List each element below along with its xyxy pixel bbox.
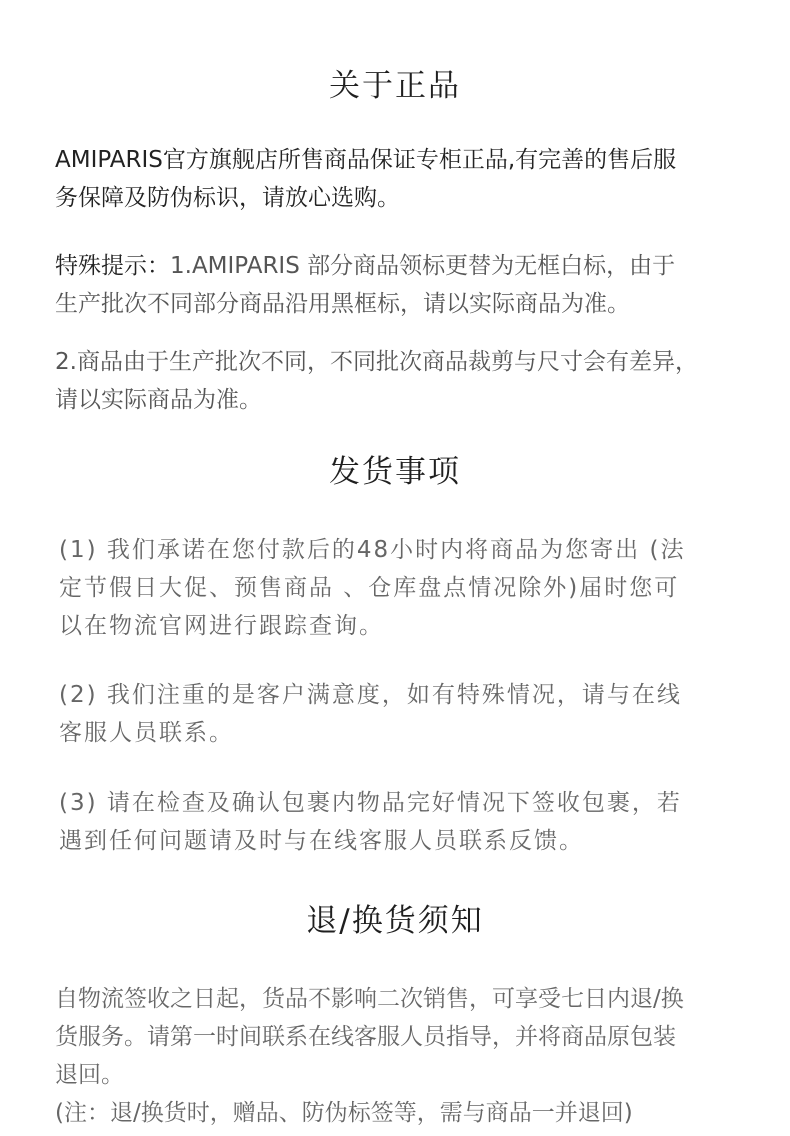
authentic-line-1: AMIPARIS官方旗舰店所售商品保证专柜正品,有完善的售后服	[55, 147, 677, 173]
shipping-item-2	[59, 676, 682, 752]
authentic-paragraph	[55, 141, 676, 217]
return-note: (注：退/换货时，赠品、防伪标签等，需与商品一并退回)	[55, 1100, 633, 1126]
shipping-item-2-line-2: 客服人员联系。	[59, 720, 234, 746]
special-note-2-line-1: 2.商品由于生产批次不同，不同批次商品裁剪与尺寸会有差异，	[55, 349, 698, 375]
special-note-label: 特殊提示：	[55, 253, 170, 279]
special-note-line-1	[55, 247, 675, 285]
authentic-line-2: 务保障及防伪标识，请放心选购。	[55, 185, 400, 211]
shipping-item-3-line-2: 遇到任何问题请及时与在线客服人员联系反馈。	[59, 828, 584, 854]
special-note-2-line-2: 请以实际商品为准。	[55, 387, 262, 413]
special-note-text: 1.AMIPARIS 部分商品领标更替为无框白标，由于	[170, 253, 676, 279]
special-note-2	[55, 343, 698, 419]
special-note-line-2: 生产批次不同部分商品沿用黑框标，请以实际商品为准。	[55, 291, 630, 317]
shipping-item-2-line-1: (2) 我们注重的是客户满意度，如有特殊情况，请与在线	[59, 682, 682, 708]
shipping-item-1-line-3: 以在物流官网进行跟踪查询。	[59, 613, 384, 639]
shipping-item-3-line-1: (3) 请在检查及确认包裹内物品完好情况下签收包裹，若	[59, 790, 682, 816]
return-paragraph	[55, 980, 684, 1132]
shipping-item-1	[59, 531, 685, 645]
special-note	[55, 247, 675, 323]
shipping-item-3	[59, 784, 682, 860]
section-title-shipping: 发货事项	[329, 454, 461, 490]
shipping-item-1-line-2: 定节假日大促、预售商品 、仓库盘点情况除外)届时您可	[59, 575, 680, 601]
section-title-return: 退/换货须知	[306, 903, 484, 939]
shipping-item-1-line-1: (1) 我们承诺在您付款后的48小时内将商品为您寄出 (法	[59, 537, 686, 563]
return-line-1: 自物流签收之日起，货品不影响二次销售，可享受七日内退/换	[55, 986, 684, 1012]
return-line-2: 货服务。请第一时间联系在线客服人员指导，并将商品原包装	[55, 1024, 676, 1050]
section-title-authentic: 关于正品	[329, 68, 461, 104]
return-line-3: 退回。	[55, 1062, 124, 1088]
